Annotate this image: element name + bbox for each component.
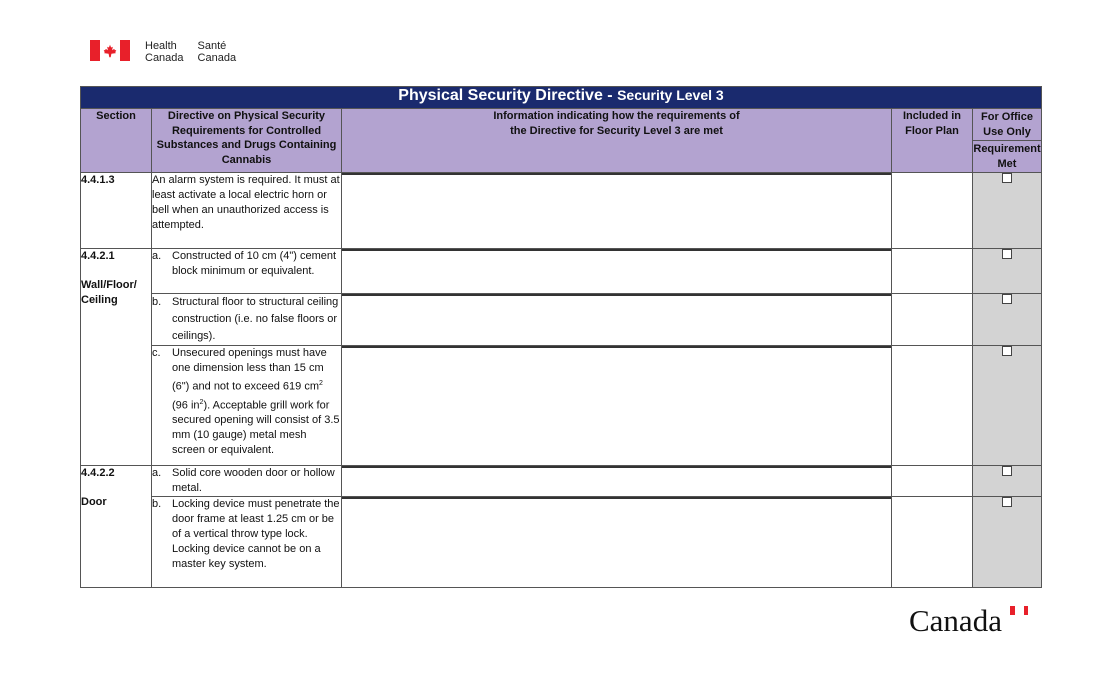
requirement-cell: b. Locking device must penetrate the door frame at least 1.25 cm or be of a vertical throw type lock. Locking device cannot be on a master key system. — [152, 497, 342, 588]
requirement-met-cell — [973, 346, 1042, 466]
requirement-cell: a. Solid core wooden door or hollow metal. — [152, 466, 342, 497]
table-row — [81, 497, 1042, 588]
requirement-met-cell — [973, 249, 1042, 294]
department-name-fr: Santé Canada — [197, 40, 237, 64]
information-cell — [342, 249, 892, 294]
table-title-row — [81, 87, 1042, 109]
wordmark-flag-icon — [1010, 606, 1028, 615]
requirement-met-checkbox[interactable] — [1002, 466, 1012, 476]
floor-plan-cell[interactable] — [892, 249, 973, 294]
information-cell — [342, 497, 892, 588]
section-cell: 4.4.2.1 Wall/Floor/ Ceiling — [81, 249, 152, 466]
requirement-met-checkbox[interactable] — [1002, 346, 1012, 356]
header-office-use — [973, 109, 1042, 173]
canada-wordmark: Canada — [909, 603, 1002, 638]
information-cell — [342, 466, 892, 497]
requirement-cell: c. Unsecured openings must have one dimension less than 15 cm (6") and not to exceed 619 $cm^2$ (96 $in^2$). Acceptable grill work for secured opening will consist of 3.5 mm (10 gauge) metal mesh screen or equivalent. — [152, 346, 342, 466]
requirement-met-cell — [973, 497, 1042, 588]
table-title: Physical Security Directive - Security Level 3 — [81, 87, 1042, 109]
header-directive: Directive on Physical Security Requirements for Controlled Substances and Drugs Containing Cannabis — [152, 109, 342, 173]
header-floor-plan: Included in Floor Plan — [892, 109, 973, 173]
section-cell: 4.4.2.2 Door — [81, 466, 152, 588]
requirement-met-cell — [973, 294, 1042, 346]
floor-plan-cell[interactable] — [892, 346, 973, 466]
header-office-only: For Office Use Only — [973, 109, 1041, 141]
information-cell — [342, 294, 892, 346]
requirement-met-cell — [973, 173, 1042, 249]
requirement-met-checkbox[interactable] — [1002, 249, 1012, 259]
table-row — [81, 294, 1042, 346]
requirement-met-cell — [973, 466, 1042, 497]
requirement-met-checkbox[interactable] — [1002, 294, 1012, 304]
table-row — [81, 249, 1042, 294]
information-input[interactable] — [342, 497, 891, 499]
information-input[interactable] — [342, 249, 891, 251]
floor-plan-cell[interactable] — [892, 173, 973, 249]
header-information: Information indicating how the requirements of the Directive for Security Level 3 are met — [342, 109, 892, 173]
canada-flag-icon — [90, 40, 130, 61]
requirement-met-checkbox[interactable] — [1002, 173, 1012, 183]
floor-plan-cell[interactable] — [892, 466, 973, 497]
table-header-row — [81, 109, 1042, 173]
header-requirement-met: Requirement Met — [973, 143, 1041, 170]
floor-plan-cell[interactable] — [892, 497, 973, 588]
table-row — [81, 346, 1042, 466]
floor-plan-cell[interactable] — [892, 294, 973, 346]
information-input[interactable] — [342, 294, 891, 296]
information-cell — [342, 173, 892, 249]
table-row — [81, 173, 1042, 249]
information-input[interactable] — [342, 466, 891, 468]
security-directive-table — [80, 86, 1042, 588]
table-row — [81, 466, 1042, 497]
health-canada-logo — [90, 40, 236, 64]
requirement-met-checkbox[interactable] — [1002, 497, 1012, 507]
information-cell — [342, 346, 892, 466]
information-input[interactable] — [342, 346, 891, 348]
requirement-cell: b. Structural floor to structural ceiling construction (i.e. no false floors or ceilings). — [152, 294, 342, 346]
information-input[interactable] — [342, 173, 891, 175]
header-section: Section — [81, 109, 152, 173]
requirement-cell: a. Constructed of 10 cm (4") cement block minimum or equivalent. — [152, 249, 342, 294]
department-name-en: Health Canada — [145, 40, 184, 64]
section-cell: 4.4.1.3 — [81, 173, 152, 249]
requirement-cell: An alarm system is required. It must at least activate a local electric horn or bell when an unauthorized access is attempted. — [152, 173, 342, 249]
